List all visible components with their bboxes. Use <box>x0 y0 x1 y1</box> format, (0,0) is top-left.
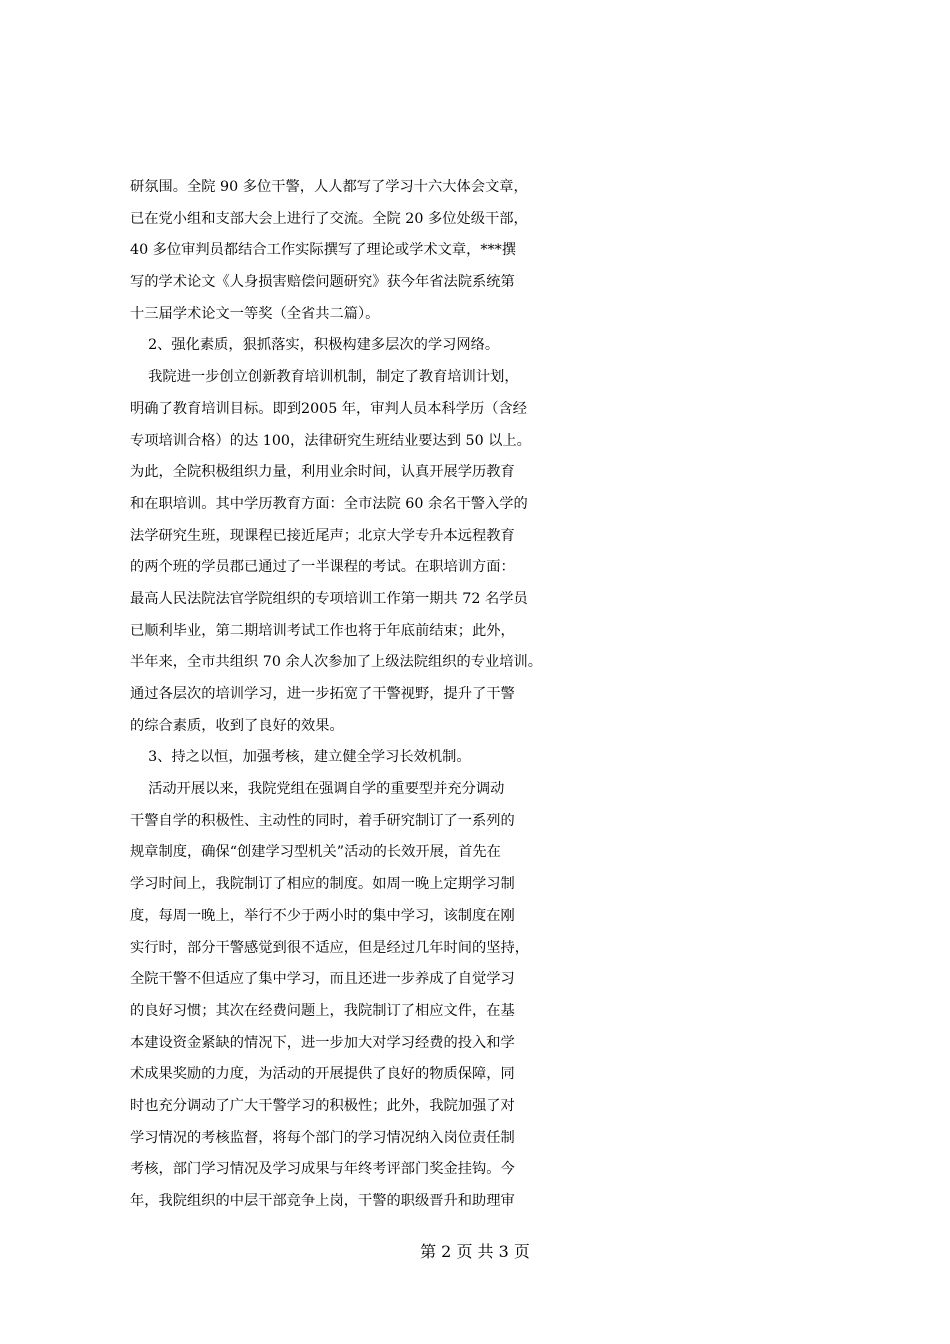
body-line: 实行时，部分干警感觉到很不适应，但是经过几年时间的坚持， <box>130 939 530 956</box>
body-line: 规章制度，确保“创建学习型机关”活动的长效开展，首先在 <box>130 844 501 861</box>
body-line: 十三届学术论文一等奖（全省共二篇）。 <box>130 305 380 322</box>
body-line: 度，每周一晚上，举行不少于两小时的集中学习，该制度在刚 <box>130 907 515 924</box>
body-line: 最高人民法院法官学院组织的专项培训工作第一期共 72 名学员 <box>130 590 528 607</box>
body-line: 的良好习惯；其次在经费问题上，我院制订了相应文件，在基 <box>130 1002 515 1019</box>
body-line: 的两个班的学员郡已通过了一半课程的考试。在职培训方面： <box>130 559 515 576</box>
body-line: 法学研究生班，现课程已接近尾声；北京大学专升本远程教育 <box>130 527 515 544</box>
body-line: 干警自学的积极性、主动性的同时，着手研究制订了一系列的 <box>130 812 515 829</box>
body-line: 研氛围。全院 90 多位干警，人人都写了学习十六大体会文章， <box>130 179 528 195</box>
body-line: 40 多位审判员都结合工作实际撰写了理论或学术文章，***撰 <box>130 242 517 259</box>
body-line: 为此，全院积极组织力量，利用业余时间，认真开展学历教育 <box>130 464 515 481</box>
body-line: 学习情况的考核监督，将每个部门的学习情况纳入岗位责任制 <box>130 1129 515 1146</box>
body-line: 2、强化素质，狠抓落实，积极构建多层次的学习网络。 <box>130 337 500 354</box>
body-line: 时也充分调动了广大干警学习的积极性；此外，我院加强了对 <box>130 1097 515 1114</box>
body-line: 术成果奖励的力度，为活动的开展提供了良好的物质保障，同 <box>130 1066 515 1083</box>
body-line: 的综合素质，收到了良好的效果。 <box>130 717 344 734</box>
body-line: 年，我院组织的中层干部竞争上岗，干警的职级晋升和助理审 <box>130 1193 515 1209</box>
page-footer: 第 2 页 共 3 页 <box>420 1242 530 1261</box>
body-line: 我院进一步创立创新教育培训机制，制定了教育培训计划， <box>130 369 519 386</box>
document-body <box>130 172 950 1218</box>
body-line: 已顺利毕业，第二期培训考试工作也将于年底前结束；此外， <box>130 622 515 639</box>
body-line: 学习时间上，我院制订了相应的制度。如周一晚上定期学习制 <box>130 876 515 893</box>
body-line: 已在党小组和支部大会上进行了交流。全院 20 多位处级干部， <box>130 210 528 227</box>
body-line: 半年来，全市共组织 70 余人次参加了上级法院组织的专业培训。 <box>130 654 542 671</box>
body-line: 活动开展以来，我院党组在强调自学的重要型并充分调动 <box>130 781 505 798</box>
body-line: 通过各层次的培训学习，进一步拓宽了干警视野，提升了干警 <box>130 686 515 702</box>
body-line: 全院干警不但适应了集中学习，而且还进一步养成了自觉学习 <box>130 971 515 988</box>
body-line: 专项培训合格）的达 100，法律研究生班结业要达到 50 以上。 <box>130 432 531 449</box>
body-line: 本建设资金紧缺的情况下，进一步加大对学习经费的投入和学 <box>130 1034 515 1051</box>
body-line: 和在职培训。其中学历教育方面：全市法院 60 余名干警入学的 <box>130 495 528 512</box>
body-line: 明确了教育培训目标。即到2005 年，审判人员本科学历（含经 <box>130 400 528 417</box>
body-line: 3、持之以恒，加强考核，建立健全学习长效机制。 <box>130 749 471 766</box>
body-line: 考核，部门学习情况及学习成果与年终考评部门奖金挂钩。今 <box>130 1161 515 1178</box>
body-line: 写的学术论文《人身损害赔偿问题研究》获今年省法院系统第 <box>130 274 515 291</box>
